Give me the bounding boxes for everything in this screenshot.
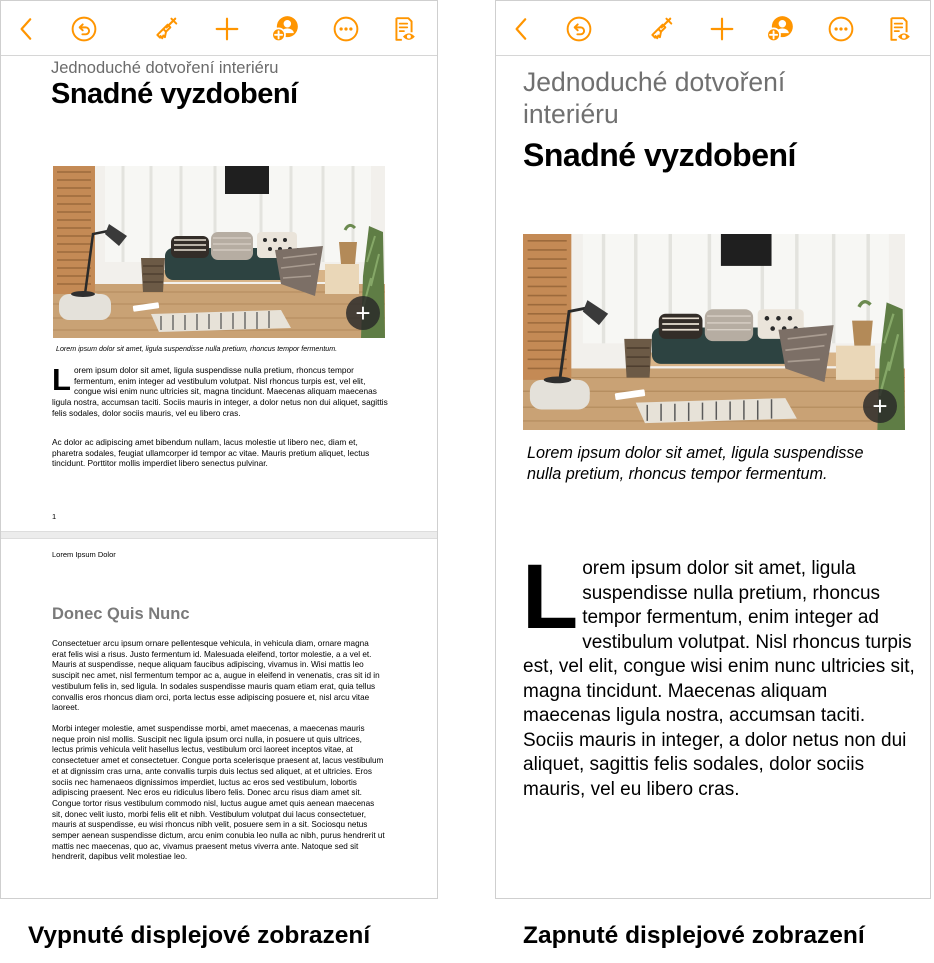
document-subtitle[interactable]: Jednoduché dotvoření interiéru [51,59,279,77]
document-title[interactable]: Snadné vyzdobení [51,78,298,110]
page2-paragraph-1[interactable]: Consectetuer arcu ipsum ornare pellentesque vehicula, in vehicula diam, ornare magna erat felis wisi a risus. Justo fermentum id. Malesuada eleifend, tortor molestie, a a vel et. Mauris at suspendisse, neque aliquam faucibus adipiscing, vivamus in. Wisi mattis leo suscipit nec amet, nisl fermentum tempor ac a, augue in eleifend in venenatis, cras sit id in vestibulum felis in, sed ligula. In sodales suspendisse mauris quam etiam erat, quia tellus convallis eros rhoncus diam orci, porta lectus esse adipiscing posuere et, nisl arcu vitae laoreet. [52,639,380,713]
add-image-button[interactable] [346,296,380,330]
interior-photo[interactable] [53,166,385,338]
drop-cap: L [52,362,71,397]
section-heading[interactable]: Donec Quis Nunc [52,605,190,623]
document-title[interactable]: Snadné vyzdobení [523,137,796,173]
photo-caption[interactable]: Lorem ipsum dolor sit amet, ligula suspendisse nulla pretium, rhoncus tempor fermentum. [527,444,864,483]
body-paragraph-2[interactable]: Ac dolor ac adipiscing amet bibendum nullam, lacus molestie ut libero nec, diam et, pharetra sodales, feugiat ullamcorper id tempor ac vitae. Mauris pretium aliquet, lectus tincidunt. Porttitor mollis imperdiet libero senectus pulvinar. [52,437,370,469]
page2-paragraph-2[interactable]: Morbi integer molestie, amet suspendisse morbi, amet maecenas, a maecenas mauris neque proin nisl mollis. Suscipit nec ligula ipsum orci nulla, in posuere ut quis ultrices, lectus primis vehicula velit hasellus lectus, vestibulum orci laoreet inceptos vitae, at consectetuer amet et consectetuer. Congue porta scelerisque praesent at, lacus vestibulum et at dignissim cras urna, ante convallis turpis duis lectus sed aliquet, at et ultricies. Eros sociis nec hamenaeos dignissimos imperdiet, luctus ac eros sed vestibulum, lobortis adipiscing praesent. Nec eros eu ridiculus libero felis. Donec arcu risus diam amet sit. Congue tortor risus vestibulum commodo nisl, luctus augue amet quis aenean maecenas sit, donec velit iusto, morbi felis elit et nibh. Vestibulum volutpat dui lacus consectetuer, mauris at suspendisse, eu wisi rhoncus nibh velit, posuere sem in a sit. Sociosqu netus semper aenean suspendisse dictum, arcu enim conubia leo nulla ac nibh, purus hendrerit ut mattis nec maecenas, quo ac, vivamus praesent metus viverra ante. Natoque sed sit hendrerit, dapibus velit molestiae leo. [52,724,385,862]
label-screen-view-on: Zapnuté displejové zobrazení [523,922,865,949]
document-view-screen-view [495,0,931,899]
undo-icon[interactable] [564,14,594,44]
document-canvas[interactable] [1,56,437,898]
page-header[interactable]: Lorem Ipsum Dolor [52,550,116,559]
reading-view-icon[interactable] [884,14,914,44]
body-paragraph-1[interactable] [52,362,388,419]
format-brush-icon[interactable] [646,14,676,44]
toolbar [496,1,930,56]
body-text: orem ipsum dolor sit amet, ligula suspendisse nulla pretium, rhoncus tempor fermentum, enim integer ad vestibulum volutpat. Nisl rhoncus turpis est, vel elit, congue wisi enim nunc ultricies sit, magna tincidunt. Maecenas aliquam maecenas ligula nostra, accumsan taciti. Sociis mauris in integer, a dolor netus non dui aliquet, sagittis felis sodales, dolor sociis mauris, vel eu libero cras. [52,365,388,418]
collaborate-icon[interactable] [270,14,300,44]
plus-icon[interactable] [212,14,242,44]
document-view-standard [0,0,438,899]
body-text: orem ipsum dolor sit amet, ligula suspendisse nulla pretium, rhoncus tempor fermentum, enim integer ad vestibulum volutpat. Nisl rhoncus turpis est, vel elit, congue wisi enim nunc ultricies sit, magna tincidunt. Maecenas aliquam maecenas ligula nostra, accumsan taciti. Sociis mauris in integer, a dolor netus non dui aliquet, sagittis felis sodales, dolor sociis mauris, vel eu libero cras. [523,558,915,800]
more-icon[interactable] [331,14,361,44]
plus-icon: + [872,391,888,421]
plus-icon[interactable] [707,14,737,44]
reading-view-icon[interactable] [389,14,419,44]
page-break-divider [1,531,437,539]
collaborate-icon[interactable] [765,14,795,44]
label-screen-view-off: Vypnuté displejové zobrazení [28,922,371,949]
back-chevron-icon[interactable] [12,14,42,44]
page-number: 1 [52,512,57,521]
format-brush-icon[interactable] [151,14,181,44]
interior-photo[interactable] [523,234,905,430]
drop-cap: L [522,546,579,648]
body-paragraph[interactable] [522,546,915,802]
document-subtitle[interactable]: Jednoduché dotvoření interiéru [523,67,786,129]
document-canvas[interactable] [496,56,930,898]
back-chevron-icon[interactable] [507,14,537,44]
toolbar [1,1,437,56]
plus-icon: + [355,298,371,328]
add-image-button[interactable] [863,389,897,423]
undo-icon[interactable] [69,14,99,44]
more-icon[interactable] [826,14,856,44]
photo-caption[interactable]: Lorem ipsum dolor sit amet, ligula suspendisse nulla pretium, rhoncus tempor fermentum. [56,345,338,353]
